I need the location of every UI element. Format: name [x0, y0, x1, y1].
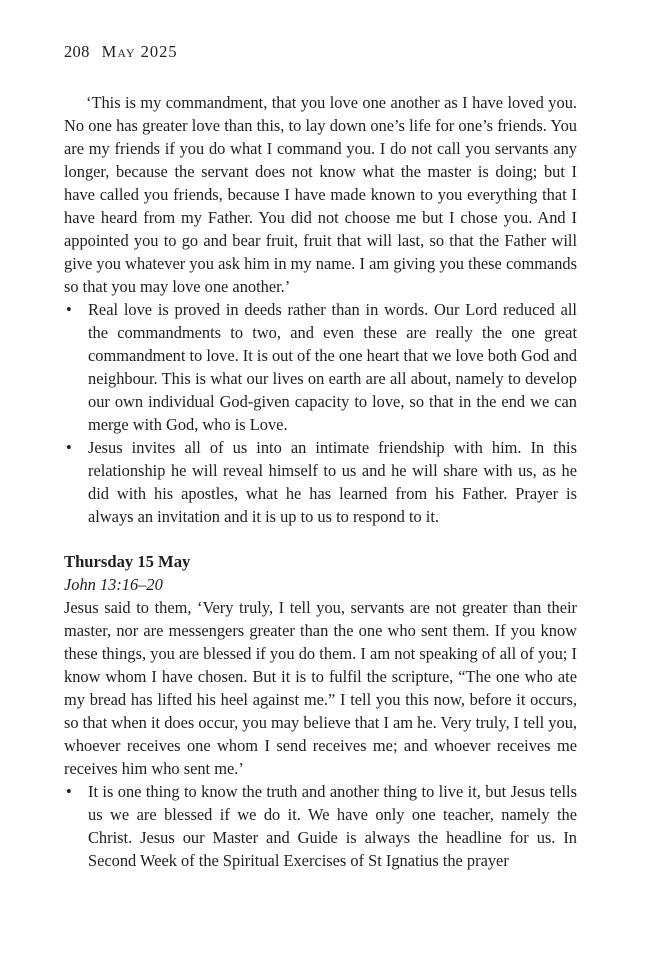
running-head-month: May 2025 — [101, 42, 178, 61]
reflection-item — [64, 298, 577, 436]
reflection-list — [64, 780, 577, 872]
day-heading: Thursday 15 May — [64, 552, 191, 571]
scripture-passage: Jesus said to them, ‘Very truly, I tell you, servants are not greater than their master, nor are messengers greater than the one who sent them. If you know these things, you are blessed if you do them. I am not speaking of all of you; I know whom I have chosen. But it is to fulfil the scripture, “The one who ate my bread has lifted his heel against me.” I tell you this now, before it occurs, so that when it does occur, you may believe that I am he. Very truly, I tell you, whoever receives one whom I send receives me; and whoever receives me receives him who sent me.’ — [64, 598, 577, 778]
bullet-icon: • — [66, 300, 72, 319]
reflection-text: It is one thing to know the truth and another thing to live it, but Jesus tells us we are blessed if we do it. We have only one teacher, namely the Christ. Jesus our Master and Guide is always the headline for us. In Second Week of the Spiritual Exercises of St Ignatius the prayer — [88, 782, 577, 870]
bullet-icon: • — [66, 438, 72, 457]
reflection-text: Real love is proved in deeds rather than in words. Our Lord reduced all the commandments to two, and even these are really the one great commandment to love. It is out of the one heart that we love both God and neighbour. This is what our lives on earth are all about, namely to develop our own individual God-given capacity to love, so that in the end we can merge with God, who is Love. — [88, 300, 577, 434]
section-spacer — [64, 528, 577, 550]
reflection-item — [64, 436, 577, 528]
reflection-item — [64, 780, 577, 872]
running-head — [64, 40, 577, 64]
scripture-passage-continued: ‘This is my commandment, that you love one another as I have loved you. No one has greater love than this, to lay down one’s life for one’s friends. You are my friends if you do what I command you. I do not call you servants any longer, because the servant does not know what the master is doing; but I have called you friends, because I have made known to you everything that I have heard from my Father. You did not choose me but I chose you. And I appointed you to go and bear fruit, fruit that will last, so that the Father will give you whatever you ask him in my name. I am giving you these commands so that you may love one another.’ — [64, 93, 577, 296]
scripture-reference: John 13:16–20 — [64, 575, 163, 594]
bullet-icon: • — [66, 782, 72, 801]
page-number: 208 — [64, 42, 90, 61]
reflection-text: Jesus invites all of us into an intimate friendship with him. In this relationship he will reveal himself to us and he will share with us, as he did with his apostles, what he has learned from his Father. Prayer is always an invitation and it is up to us to respond to it. — [88, 438, 577, 526]
reflection-list — [64, 298, 577, 528]
book-page — [64, 40, 577, 872]
